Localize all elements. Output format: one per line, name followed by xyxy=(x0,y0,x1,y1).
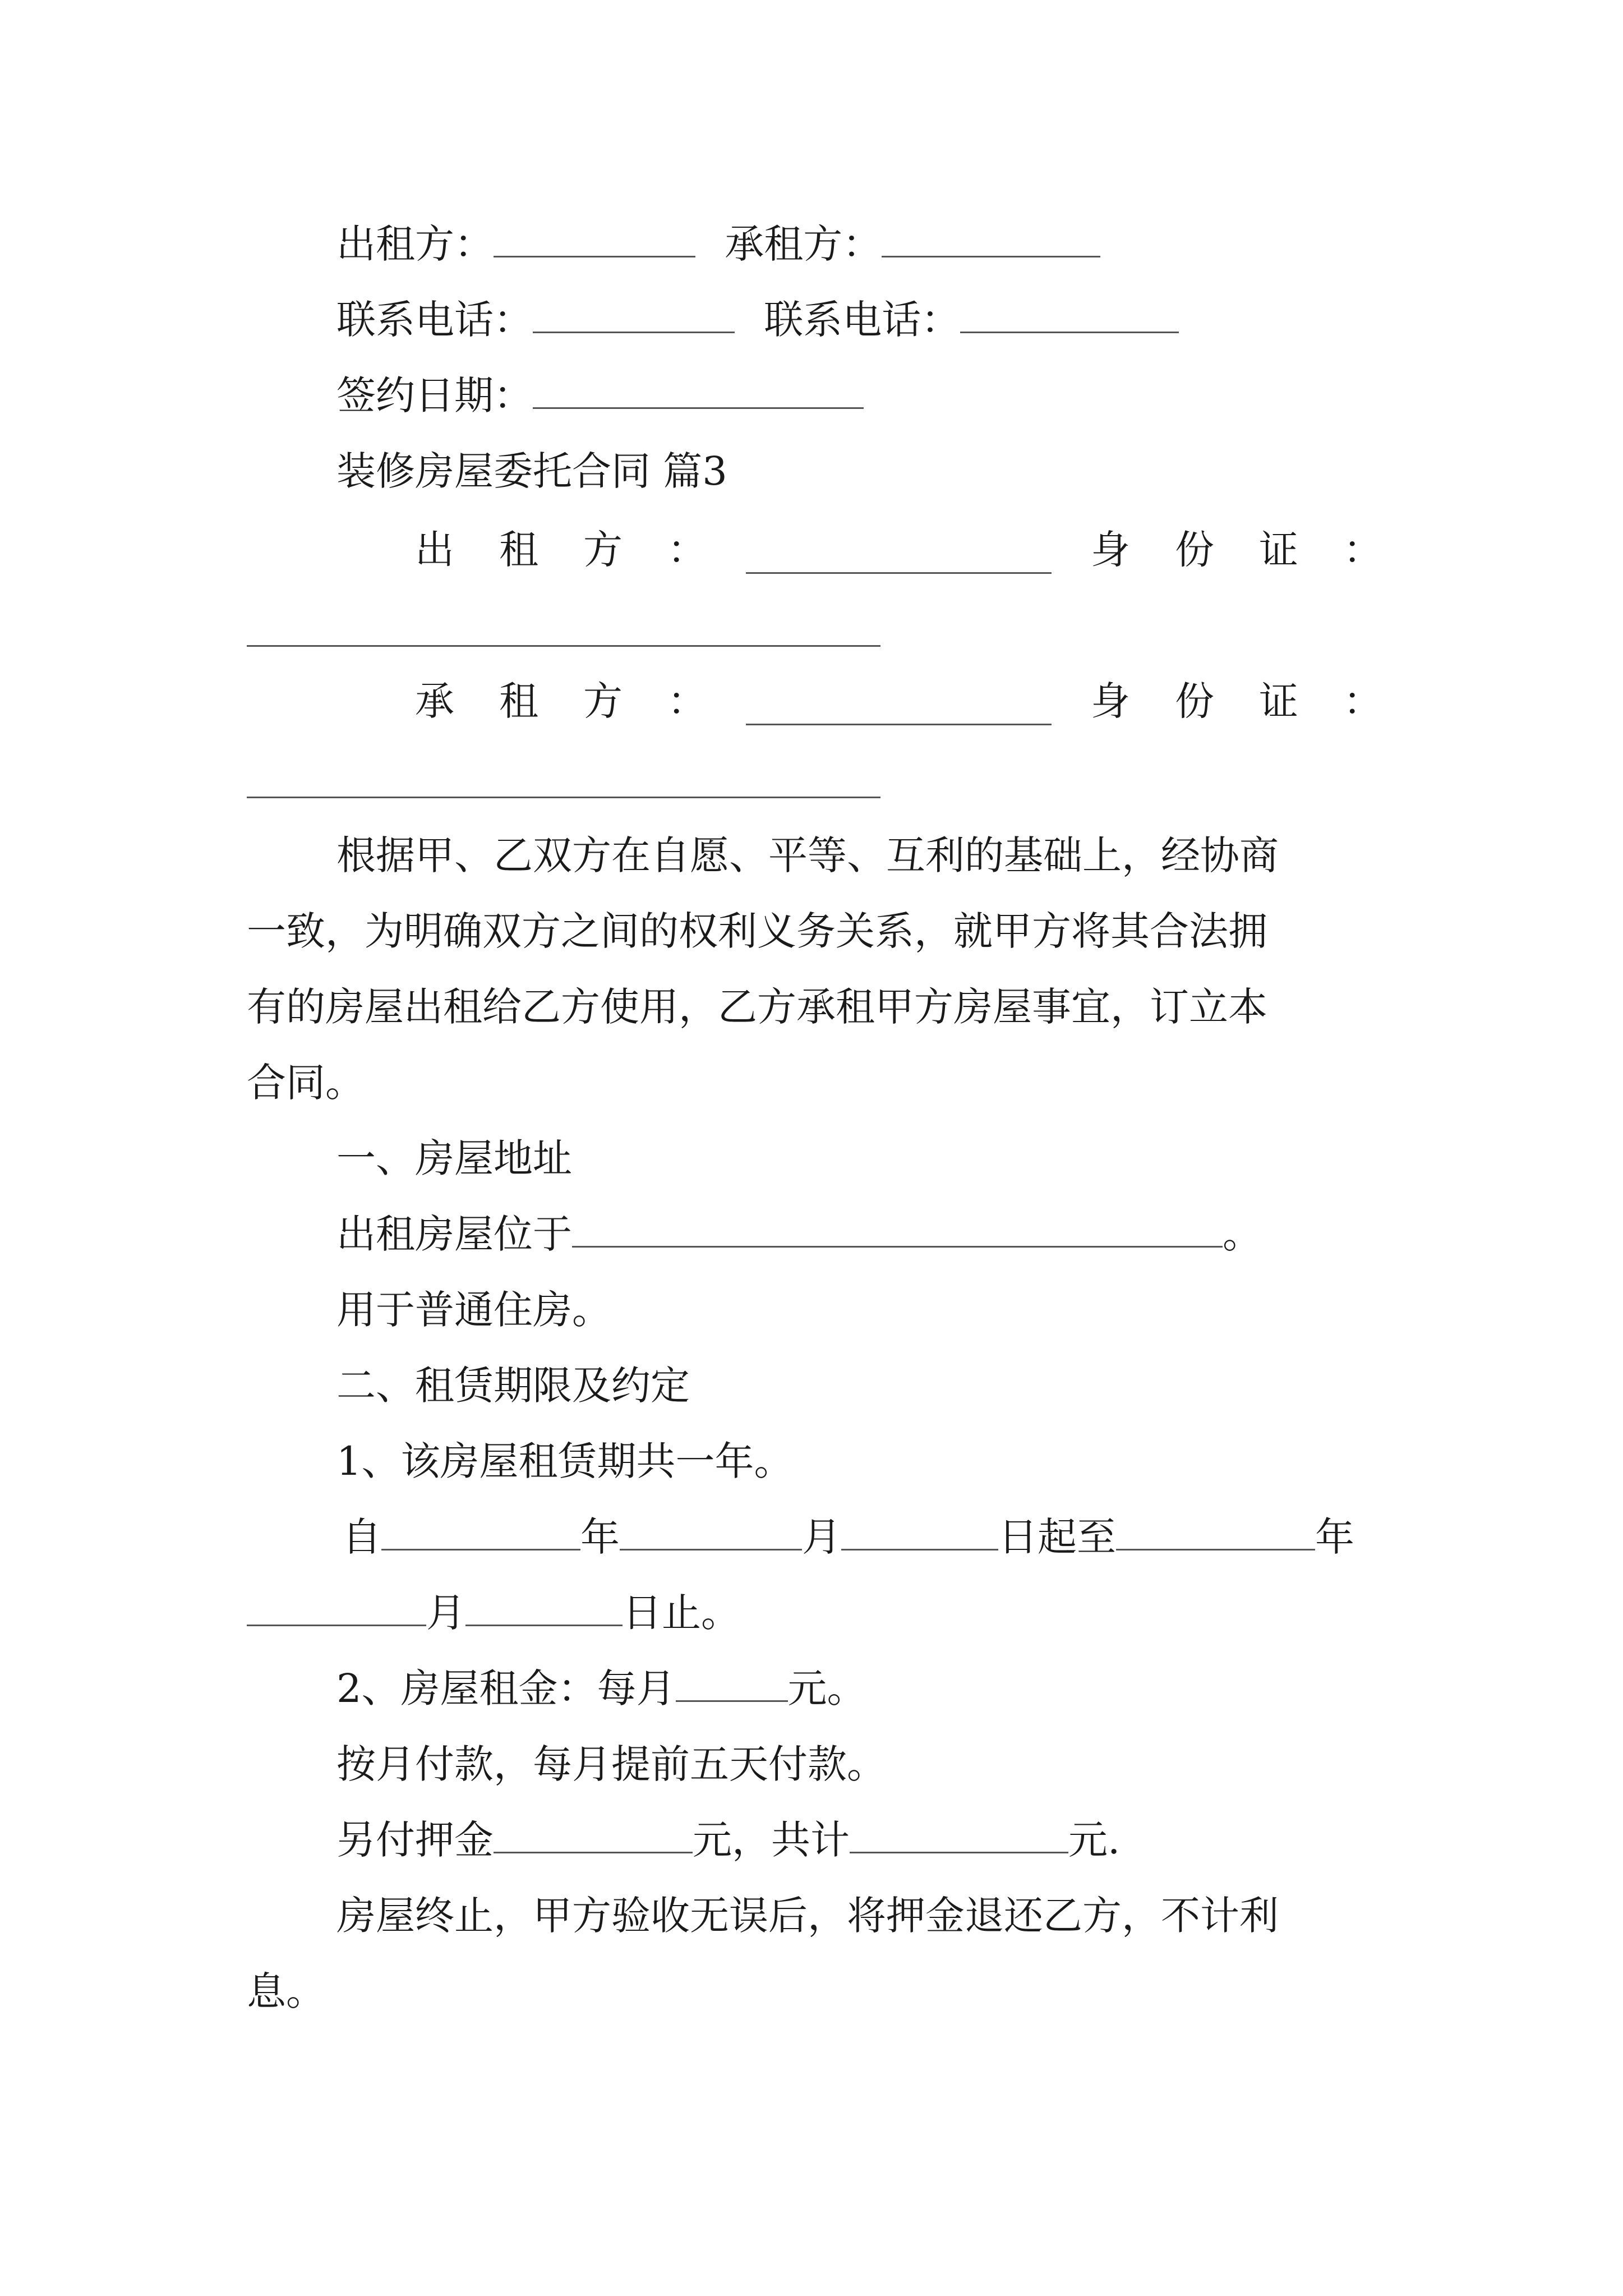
lessor-char-1: 出 xyxy=(415,527,454,573)
deposit-mid: 元，共计 xyxy=(693,1817,850,1863)
phone-blank-lessee xyxy=(960,292,1179,333)
id2-char-3: 证 xyxy=(1259,678,1298,724)
date-label: 签约日期： xyxy=(336,372,533,418)
lease-term-line: 1、该房屋租赁期共一年。 xyxy=(336,1438,794,1484)
lessee-id-blank xyxy=(247,797,880,798)
phone-blank-lessor xyxy=(533,292,735,333)
id-char-2: 份 xyxy=(1175,527,1214,573)
lessor-char-3: 方 xyxy=(583,527,623,573)
lessee-id-label xyxy=(1091,673,1382,729)
lessor-char-2: 租 xyxy=(499,527,538,573)
intro-line-1: 根据甲、乙双方在自愿、平等、互利的基础上，经协商 xyxy=(336,832,1279,878)
lessor-blank xyxy=(494,217,695,257)
id2-char-2: 份 xyxy=(1175,678,1214,724)
phone-signature-line xyxy=(336,292,1179,348)
start-month-blank xyxy=(620,1510,802,1550)
phone-label-lessor: 联系电话： xyxy=(336,297,533,343)
lessor-name-blank xyxy=(746,572,1052,574)
address-line xyxy=(336,1206,1262,1262)
lessor-signature-line xyxy=(336,216,1100,272)
lessor-id-label xyxy=(1091,522,1382,578)
refund-line-1: 房屋终止，甲方验收无误后，将押金退还乙方，不计利 xyxy=(336,1893,1279,1939)
lessee-blank xyxy=(882,217,1100,257)
id2-char-1: 身 xyxy=(1091,678,1130,724)
end-year-label: 年 xyxy=(1315,1514,1354,1560)
payment-line: 按月付款，每月提前五天付款。 xyxy=(336,1741,886,1787)
lessor-label: 出租方： xyxy=(336,221,494,267)
date-signature-line xyxy=(336,367,864,424)
intro-line-4: 合同。 xyxy=(247,1060,365,1106)
intro-line-2: 一致，为明确双方之间的权利义务关系，就甲方将其合法拥 xyxy=(247,908,1267,954)
end-year-blank xyxy=(1116,1510,1315,1550)
id-char-1: 身 xyxy=(1091,527,1130,573)
refund-line-2: 息。 xyxy=(247,1968,325,2014)
end-month-label: 月 xyxy=(426,1590,465,1636)
lessee-char-2: 租 xyxy=(499,678,538,724)
id-char-3: 证 xyxy=(1259,527,1298,573)
start-month-label: 月 xyxy=(802,1514,841,1560)
id2-char-4: ： xyxy=(1343,678,1382,724)
start-year-label: 年 xyxy=(580,1514,620,1560)
from-label: 自 xyxy=(342,1514,381,1560)
rent-suffix: 元。 xyxy=(787,1665,866,1711)
end-day-blank xyxy=(465,1585,623,1626)
deposit-blank xyxy=(494,1812,693,1853)
rent-blank xyxy=(676,1661,788,1702)
total-blank xyxy=(850,1812,1068,1853)
address-prefix: 出租房屋位于 xyxy=(336,1211,572,1257)
phone-label-lessee: 联系电话： xyxy=(764,297,961,343)
section1-heading: 一、房屋地址 xyxy=(336,1135,572,1181)
lessee-name-blank xyxy=(746,724,1052,725)
lessor-char-4: ： xyxy=(667,527,707,573)
lessee-char-4: ： xyxy=(667,678,707,724)
lease-period-end-line xyxy=(247,1585,740,1641)
start-day-blank xyxy=(841,1510,998,1550)
intro-line-3: 有的房屋出租给乙方使用，乙方承租甲方房屋事宜，订立本 xyxy=(247,984,1267,1030)
usage-line: 用于普通住房。 xyxy=(336,1287,611,1333)
deposit-line xyxy=(336,1812,1120,1868)
id-char-4: ： xyxy=(1343,527,1382,573)
date-blank xyxy=(533,368,864,409)
deposit-prefix: 另付押金 xyxy=(336,1817,494,1863)
contract-title: 装修房屋委托合同 篇3 xyxy=(336,448,727,494)
day-from-label: 日起至 xyxy=(998,1514,1116,1560)
rent-line xyxy=(336,1660,866,1717)
end-month-blank xyxy=(247,1585,426,1626)
address-suffix: 。 xyxy=(1223,1211,1262,1257)
lessee-char-3: 方 xyxy=(583,678,623,724)
day-to-label: 日止。 xyxy=(623,1590,740,1636)
section2-heading: 二、租赁期限及约定 xyxy=(336,1363,690,1409)
rent-prefix: 2、房屋租金：每月 xyxy=(336,1665,676,1711)
deposit-suffix: 元. xyxy=(1068,1817,1121,1863)
lessor-id-blank xyxy=(247,645,880,647)
start-year-blank xyxy=(381,1510,580,1550)
lessee-label: 承租方： xyxy=(725,221,882,267)
address-blank xyxy=(572,1207,1223,1248)
lessor-party-line xyxy=(415,522,707,578)
lessee-party-line xyxy=(415,673,707,729)
lessee-char-1: 承 xyxy=(415,678,454,724)
lease-period-line xyxy=(342,1509,1354,1565)
